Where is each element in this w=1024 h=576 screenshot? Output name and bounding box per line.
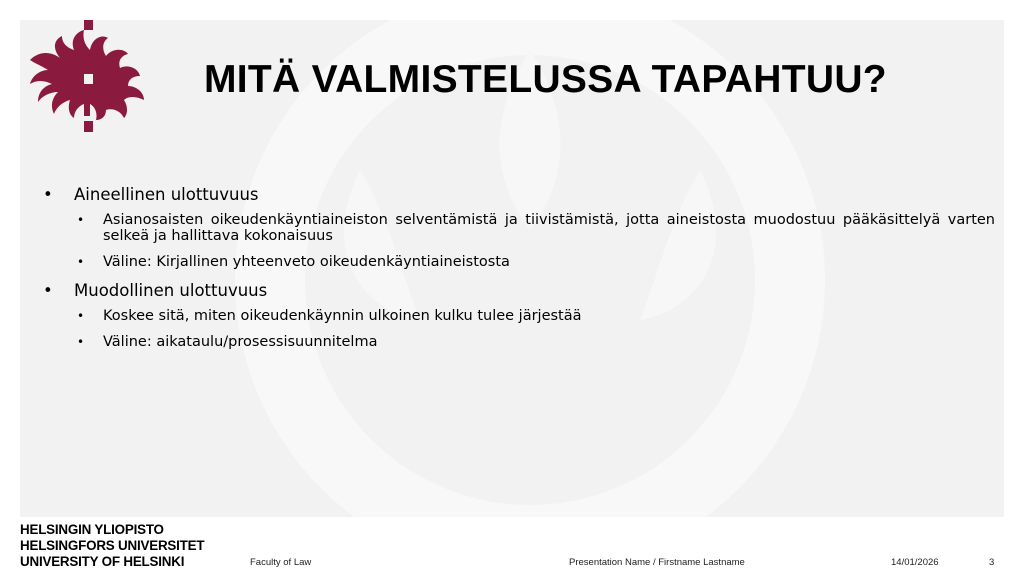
university-name-en: UNIVERSITY OF HELSINKI — [20, 554, 185, 569]
university-name-sv: HELSINGFORS UNIVERSITET — [20, 538, 205, 553]
sub-bullet-item — [74, 212, 995, 244]
footer-presentation: Presentation Name / Firstname Lastname — [569, 557, 745, 568]
sub-bullet-text: Väline: Kirjallinen yhteenveto oikeudenkäyntiaineistosta — [103, 254, 510, 270]
bullet-dot-icon: • — [43, 185, 53, 204]
bullet-dot-icon: • — [77, 255, 85, 269]
bullet-text: Muodollinen ulottuvuus — [74, 281, 268, 300]
slide-title: MITÄ VALMISTELUSSA TAPAHTUU? — [204, 58, 887, 101]
sub-bullet-item — [74, 254, 995, 270]
sub-bullet-text: Asianosaisten oikeudenkäyntiaineiston selventämistä ja tiivistämistä, jotta aineistosta muodostuu pääkäsittelyä varten selkeä ja hallittava kokonaisuus — [103, 212, 995, 244]
sub-bullet-item — [74, 334, 995, 350]
sub-bullet-list — [74, 212, 995, 270]
sub-bullet-text: Väline: aikataulu/prosessisuunnitelma — [103, 334, 378, 350]
bullet-dot-icon: • — [43, 281, 53, 300]
bullet-list — [40, 184, 995, 360]
bullet-item — [40, 184, 995, 270]
university-flame-logo — [28, 20, 146, 132]
sub-bullet-list — [74, 308, 995, 350]
bullet-dot-icon: • — [77, 309, 85, 323]
footer-page-number: 3 — [989, 557, 995, 568]
university-name-fi: HELSINGIN YLIOPISTO — [20, 522, 164, 537]
bullet-item — [40, 280, 995, 350]
bullet-text: Aineellinen ulottuvuus — [74, 185, 259, 204]
footer-date: 14/01/2026 — [891, 557, 939, 568]
university-wordmark — [20, 522, 204, 570]
sub-bullet-text: Koskee sitä, miten oikeudenkäynnin ulkoinen kulku tulee järjestää — [103, 308, 582, 324]
sub-bullet-item — [74, 308, 995, 324]
bullet-dot-icon: • — [77, 335, 85, 349]
footer-faculty: Faculty of Law — [250, 557, 312, 568]
bullet-dot-icon: • — [77, 213, 85, 227]
